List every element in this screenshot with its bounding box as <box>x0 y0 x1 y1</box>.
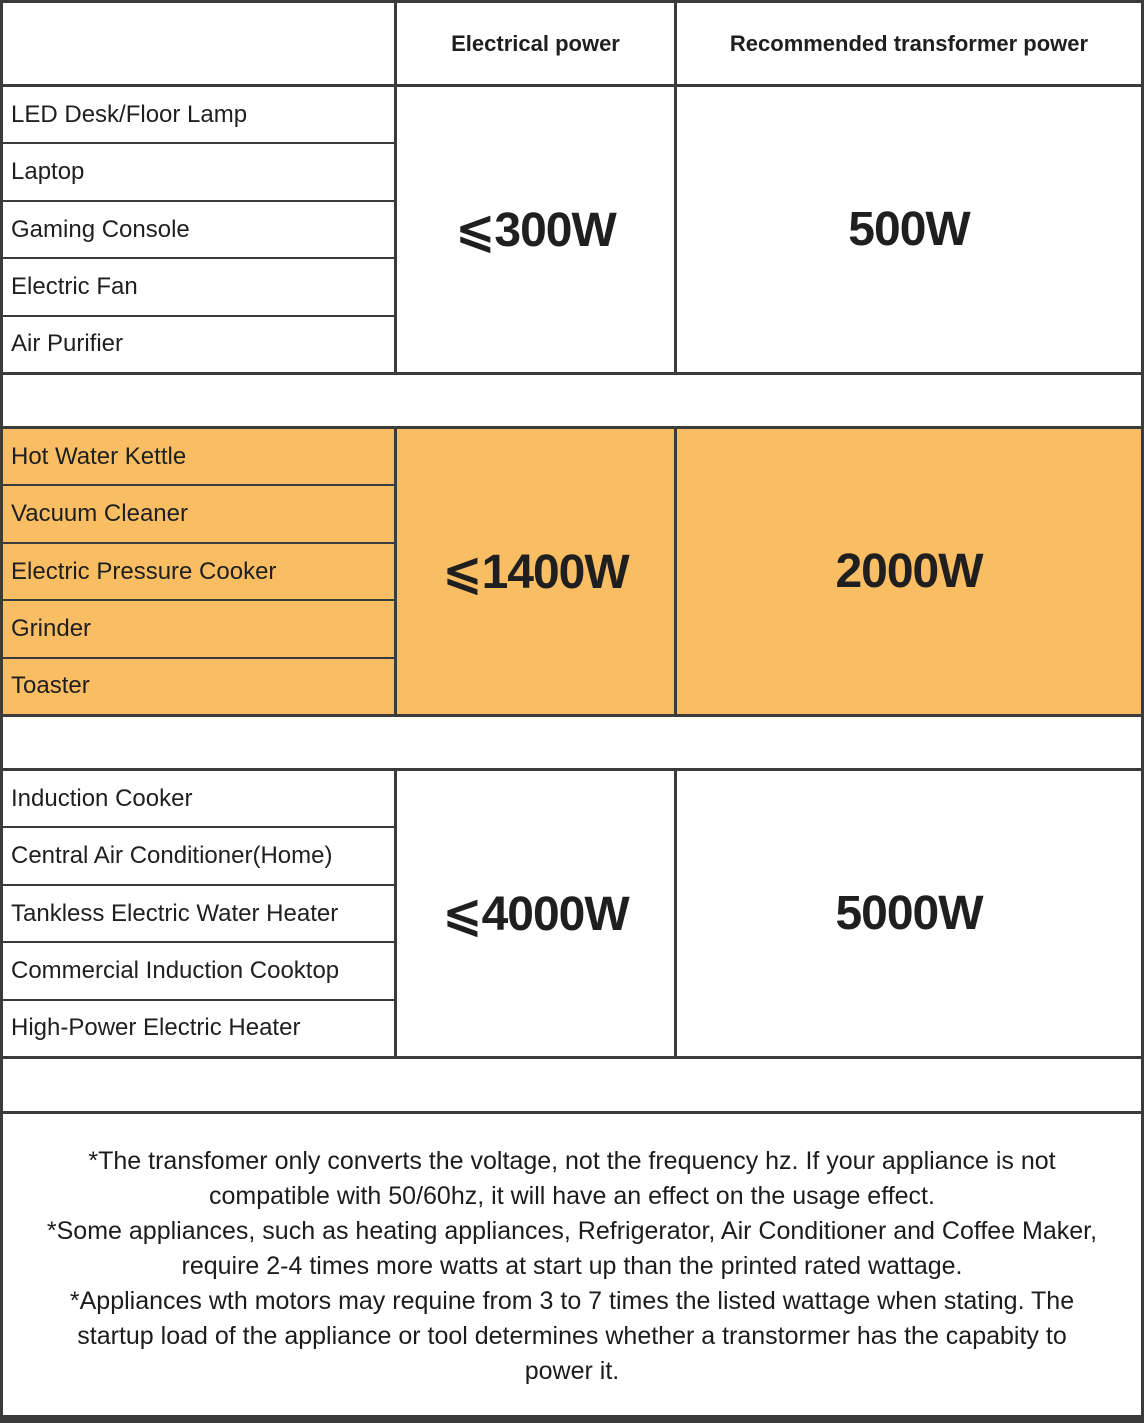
appliance-row: Gaming Console <box>3 200 394 257</box>
transformer-power-value: 5000W <box>835 887 983 940</box>
appliance-row: Central Air Conditioner(Home) <box>3 826 394 883</box>
spacer-row <box>3 1059 1141 1114</box>
appliance-row: Air Purifier <box>3 315 394 372</box>
appliance-row: Toaster <box>3 657 394 714</box>
group-high-power <box>3 771 1141 1059</box>
notes-box <box>3 1114 1141 1415</box>
spacer-row <box>3 375 1141 429</box>
spacer-row <box>3 717 1141 771</box>
note-frequency: *The transfomer only converts the voltage, not the frequency hz. If your appliance is not compatible with 50/60hz, it will have an effect on the usage effect. <box>88 1147 1056 1210</box>
group-medium-power-highlighted <box>3 429 1141 717</box>
appliance-list <box>3 771 394 1056</box>
electrical-power-value: ⩽300W <box>394 87 677 372</box>
transformer-power-value: 2000W <box>835 545 983 598</box>
note-motor-startup: *Appliances wth motors may requine from 3 to 7 times the listed wattage when stating. The startup load of the appliance or tool determines whether a transtormer has the capabity to power it. <box>69 1287 1075 1385</box>
appliance-row: Hot Water Kettle <box>11 442 187 470</box>
transformer-power-value: 500W <box>848 203 970 256</box>
appliance-row: Tankless Electric Water Heater <box>3 884 394 941</box>
appliance-row: Electric Pressure Cooker <box>3 542 394 599</box>
appliance-row: Laptop <box>3 142 394 199</box>
appliance-row: Induction Cooker <box>11 784 193 812</box>
header-transformer-power: Recommended transformer power <box>729 30 1089 56</box>
electrical-power-value: ⩽1400W <box>394 429 677 714</box>
appliance-row: Electric Fan <box>3 257 394 314</box>
electrical-power-value: ⩽4000W <box>394 771 677 1056</box>
header-electrical-power: Electrical power <box>394 3 677 84</box>
appliance-list <box>3 87 394 372</box>
appliance-list <box>3 429 394 714</box>
group-low-power <box>3 87 1141 375</box>
appliance-row: Commercial Induction Cooktop <box>3 941 394 998</box>
appliance-row: Vacuum Cleaner <box>3 484 394 541</box>
note-startup-wattage: *Some appliances, such as heating appliances, Refrigerator, Air Conditioner and Coffee Maker, require 2-4 times more watts at start up than the printed rated wattage. <box>46 1217 1098 1280</box>
appliance-row: LED Desk/Floor Lamp <box>11 100 248 128</box>
table-header-row <box>3 3 1141 87</box>
appliance-row: Grinder <box>3 599 394 656</box>
header-appliance-cell <box>3 3 394 84</box>
appliance-row: High-Power Electric Heater <box>3 999 394 1056</box>
